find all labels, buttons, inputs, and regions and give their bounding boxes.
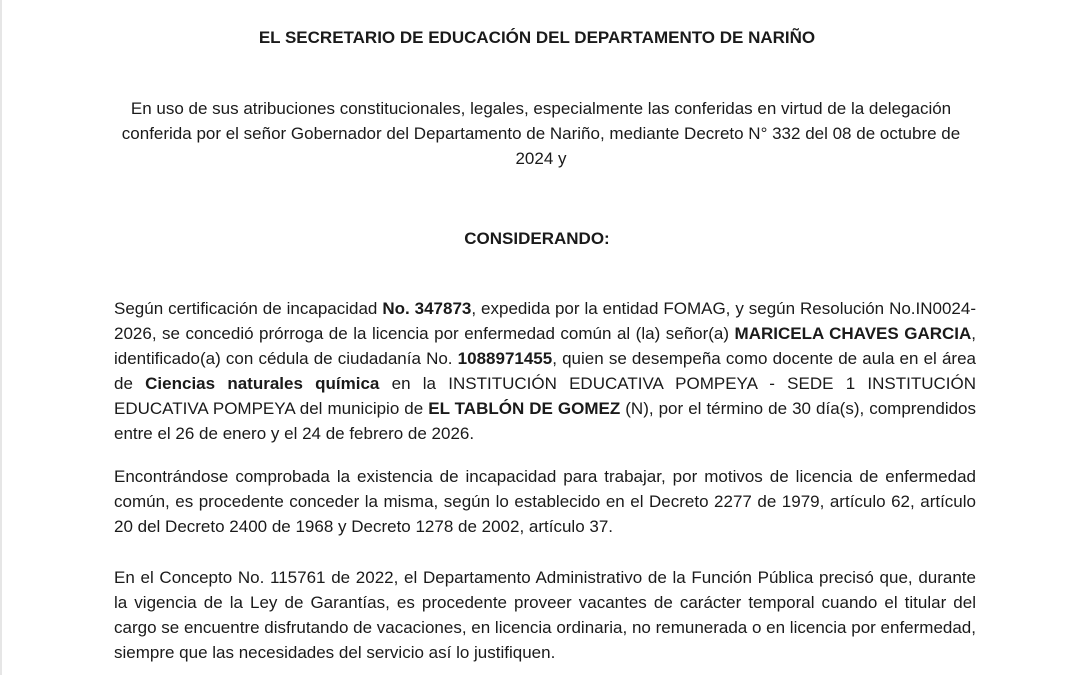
subject-area: Ciencias naturales química xyxy=(145,374,380,393)
person-name: MARICELA CHAVES GARCIA xyxy=(734,324,972,343)
p1-text-6: (N), por el término de 30 día(s), comprendidos entre el 26 de enero y el 24 de febrero de 2026. xyxy=(114,399,977,443)
p1-text-4: , quien se desempeña como docente de aula en el área de xyxy=(114,349,976,393)
cedula-number: 1088971455 xyxy=(457,349,553,368)
scan-edge xyxy=(0,0,2,675)
municipality: EL TABLÓN DE GOMEZ xyxy=(428,399,621,418)
p1-text-3: , identificado(a) con cédula de ciudadanía No. xyxy=(114,324,977,368)
p1-text-5: en la INSTITUCIÓN EDUCATIVA POMPEYA - SEDE 1 INSTITUCIÓN EDUCATIVA POMPEYA del municipio de xyxy=(114,374,977,418)
paragraph-certification xyxy=(114,296,976,446)
p1-text-2: , expedida por la entidad FOMAG, y según Resolución No.IN0024-2026, se concedió prórroga de la licencia por enfermedad común al (la) señor(a) xyxy=(114,299,977,343)
p1-text-1: Según certificación de incapacidad xyxy=(114,299,383,318)
considerando-heading: CONSIDERANDO: xyxy=(464,229,610,248)
intro-paragraph: En uso de sus atribuciones constitucionales, legales, especialmente las conferidas en virtud de la delegación conferida por el señor Gobernador del Departamento de Nariño, mediante Decreto N° 332 del 08 de octubre de 2024 y xyxy=(121,99,961,168)
certificate-number: No. 347873 xyxy=(382,299,472,318)
paragraph-concepto: En el Concepto No. 115761 de 2022, el Departamento Administrativo de la Función Pública precisó que, durante la vigencia de la Ley de Garantías, es procedente proveer vacantes de carácter temporal cuando el titular del cargo se encuentre disfrutando de vacaciones, en licencia ordinaria, no remunerada o en licencia por enfermedad, siempre que las necesidades del servicio así lo justifiquen. xyxy=(114,568,976,662)
document-title: EL SECRETARIO DE EDUCACIÓN DEL DEPARTAMENTO DE NARIÑO xyxy=(258,28,816,47)
paragraph-incapacity: Encontrándose comprobada la existencia de incapacidad para trabajar, por motivos de licencia de enfermedad común, es procedente conceder la misma, según lo establecido en el Decreto 2277 de 1979, artículo 62, artículo 20 del Decreto 2400 de 1968 y Decreto 1278 de 2002, artículo 37. xyxy=(114,467,976,536)
